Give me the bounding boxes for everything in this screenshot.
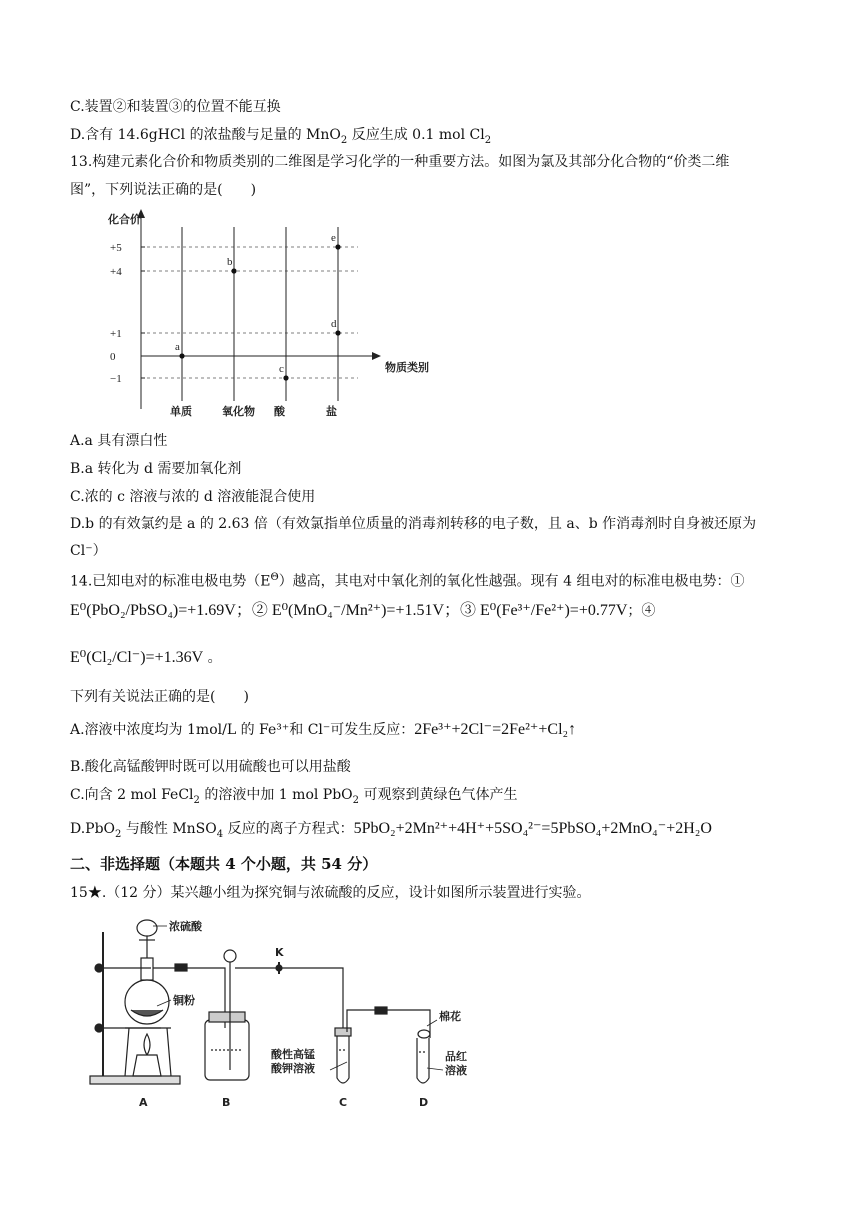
- x-axis-label: 物质类别: [385, 362, 429, 374]
- q14-option-b: B.酸化高锰酸钾时既可以用硫酸也可以用盐酸: [70, 759, 351, 775]
- potential-3: ；③ E⁰(Fe³⁺/Fe²⁺)=+0.77V: [444, 602, 628, 619]
- y-tick-label: +4: [110, 266, 122, 278]
- q14-stem-b: ）越高，其电对中氧化剂的氧化性越强。现有 4 组电对的标准电极电势：①: [278, 573, 745, 590]
- x-category-label: 氧化物: [222, 406, 255, 418]
- potential-1: E⁰(PbO₂/PbSO₄)=+1.69V: [70, 602, 236, 619]
- point-label-b: b: [227, 256, 233, 268]
- q12d-text-a: D.含有 14.6gHCl 的浓盐酸与足量的 MnO: [70, 127, 341, 143]
- q13-option-d-line2: Cl⁻）: [70, 543, 107, 559]
- label-pinjin-2: 溶液: [445, 1064, 467, 1077]
- q14d-text-c: 反应的离子方程式：: [223, 821, 354, 837]
- q14-question: 下列有关说法正确的是( ): [70, 689, 249, 705]
- q13-stem-line2: 图”，下列说法正确的是( ): [70, 182, 257, 198]
- label-valve-k: K: [275, 946, 284, 959]
- valence-category-chart: [100, 205, 460, 420]
- q14d-sub: 2: [115, 828, 122, 840]
- x-category-label: 盐: [326, 406, 337, 418]
- label-d: D: [419, 1096, 429, 1109]
- q14-potentials-row1: [70, 601, 655, 621]
- q15-stem: 15★.（12 分）某兴趣小组为探究铜与浓硫酸的反应，设计如图所示装置进行实验。: [70, 885, 591, 901]
- q12d-sub: 2: [340, 134, 348, 146]
- q13-option-b: B.a 转化为 d 需要加氧化剂: [70, 461, 242, 477]
- q14c-text-b: 的溶液中加 1 mol PbO: [199, 787, 353, 803]
- label-conc-sulfuric: 浓硫酸: [169, 920, 202, 933]
- q14d-equation: 5PbO₂+2Mn²⁺+4H⁺+5SO₄²⁻=5PbSO₄+2MnO₄⁻+2H₂O: [353, 820, 712, 837]
- potential-4: E⁰(Cl₂/Cl⁻)=+1.36V: [70, 649, 204, 666]
- q14a-text: A.溶液中浓度均为 1mol/L 的 Fe³⁺和 Cl⁻可发生反应：: [70, 722, 415, 738]
- q14d-text-b: 与酸性 MnSO: [121, 821, 217, 837]
- label-cotton: 棉花: [439, 1010, 461, 1023]
- q13-stem-line1: 13.构建元素化合价和物质类别的二维图是学习化学的一种重要方法。如图为氯及其部分化合物的“价类二维: [70, 154, 730, 170]
- point-d: [335, 330, 340, 335]
- potential-4-marker: ；④: [627, 603, 656, 619]
- label-pinjin-1: 品红: [445, 1050, 467, 1063]
- x-category-label: 单质: [170, 406, 192, 418]
- point-a: [179, 353, 184, 358]
- q14c-sub: 2: [193, 794, 200, 806]
- apparatus-c: [335, 1007, 430, 1083]
- x-category-label: 酸: [274, 406, 285, 418]
- y-tick-label: −1: [110, 373, 122, 385]
- apparatus-diagram: [85, 910, 505, 1115]
- x-axis-arrow: [372, 352, 381, 360]
- test-tube-d: [417, 1038, 429, 1083]
- theta-symbol: Θ: [270, 572, 279, 583]
- label-b: B: [222, 1096, 231, 1109]
- q14c-text-a: C.向含 2 mol FeCl: [70, 787, 194, 803]
- point-label-d: d: [331, 318, 337, 330]
- q14-option-c: [70, 785, 517, 811]
- y-tick-label: 0: [110, 351, 116, 363]
- q13-option-d-line1: D.b 的有效氯约是 a 的 2.63 倍（有效氯指单位质量的消毒剂转移的电子数，且 a、b 作消毒剂时自身被还原为: [70, 516, 757, 532]
- q12d-sub2: 2: [484, 134, 492, 146]
- valve-k: [276, 962, 282, 974]
- q14-stem: [70, 568, 745, 592]
- label-copper: 铜粉: [173, 994, 195, 1007]
- point-b: [231, 268, 236, 273]
- potential-4-end: 。: [203, 650, 222, 666]
- q14d-text-a: D.PbO: [70, 821, 116, 837]
- q12-option-d: [70, 125, 491, 151]
- y-tick-label: +5: [110, 242, 122, 254]
- q14a-equation: 2Fe³⁺+2Cl⁻=2Fe²⁺+Cl₂↑: [414, 721, 577, 738]
- q13-option-a: A.a 具有漂白性: [70, 433, 168, 449]
- q14-option-d: [70, 819, 712, 845]
- point-label-c: c: [279, 363, 284, 375]
- q14c-sub2: 2: [352, 794, 360, 806]
- stand-base: [90, 1076, 180, 1084]
- alcohol-lamp: [133, 1055, 161, 1076]
- funnel-bulb: [137, 920, 157, 936]
- point-e: [335, 244, 340, 249]
- label-kmno4-2: 酸钾溶液: [271, 1062, 315, 1075]
- apparatus-d: [417, 1030, 430, 1083]
- test-tube-c: [337, 1036, 349, 1083]
- round-flask: [125, 980, 169, 1024]
- y-tick-label: +1: [110, 328, 122, 340]
- q14c-text-c: 可观察到黄绿色气体产生: [359, 787, 518, 803]
- label-c: C: [339, 1096, 348, 1109]
- label-kmno4-1: 酸性高锰: [271, 1048, 315, 1061]
- q14-stem-a: 14.已知电对的标准电极电势（E: [70, 573, 271, 590]
- cotton-plug: [418, 1030, 430, 1038]
- point-label-e: e: [331, 232, 336, 244]
- q12-option-c: C.装置②和装置③的位置不能互换: [70, 99, 281, 115]
- q14-option-a: [70, 720, 576, 740]
- q14-potentials-row2: [70, 648, 222, 668]
- label-a: A: [139, 1096, 148, 1109]
- y-axis-label: 化合价: [108, 214, 141, 226]
- q14d-sub4: 4: [216, 828, 224, 840]
- q12d-text-b: 反应生成 0.1 mol Cl: [347, 127, 485, 143]
- potential-2: ；② E⁰(MnO₄⁻/Mn²⁺)=+1.51V: [235, 602, 445, 619]
- section-2-heading: 二、非选择题（本题共 4 个小题，共 54 分）: [70, 855, 378, 873]
- q13-option-c: C.浓的 c 溶液与浓的 d 溶液能混合使用: [70, 489, 316, 505]
- point-c: [283, 375, 288, 380]
- point-label-a: a: [175, 341, 180, 353]
